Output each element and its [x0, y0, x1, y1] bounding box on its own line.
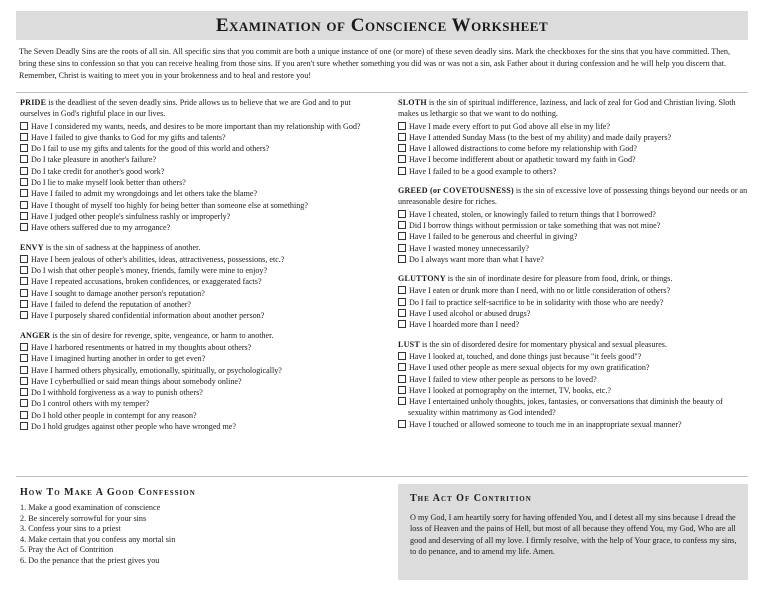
howto-step: 5. Pray the Act of Contrition: [20, 545, 114, 555]
checklist-item: [20, 276, 380, 287]
sin-description: is the sin of sadness at the happiness of another.: [43, 242, 201, 252]
section-heading: [20, 330, 380, 341]
checklist-item: [20, 310, 380, 321]
checkbox[interactable]: [398, 155, 406, 163]
checkbox[interactable]: [20, 144, 28, 152]
checkbox[interactable]: [20, 223, 28, 231]
checkbox[interactable]: [398, 363, 406, 371]
checklist-item-text: Have I touched or allowed someone to touch me in an inappropriate sexual manner?: [409, 419, 682, 429]
checkbox[interactable]: [398, 298, 406, 306]
sin-section-sloth: [398, 97, 750, 177]
checklist-item: [398, 220, 750, 231]
section-heading: [398, 273, 750, 284]
section-heading: [398, 185, 750, 208]
checklist-item: [20, 421, 380, 432]
checklist-item-text: Have I imagined hurting another in order to get even?: [31, 354, 206, 364]
checkbox[interactable]: [20, 388, 28, 396]
checklist-item: [398, 154, 750, 165]
checkbox[interactable]: [398, 133, 406, 141]
checkbox[interactable]: [20, 255, 28, 263]
checkbox[interactable]: [20, 178, 28, 186]
checklist-item-text: Do I take credit for another's good work?: [31, 166, 165, 176]
sin-description: is the sin of disordered desire for momentary physical and sexual pleasures.: [419, 339, 667, 349]
checklist-item-text: Do I fail to practice self-sacrifice to be in solidarity with those who are needy?: [409, 297, 664, 307]
checklist-item-text: Have I made every effort to put God above all else in my life?: [409, 121, 610, 131]
checkbox[interactable]: [398, 420, 406, 428]
sin-description: is the sin of desire for revenge, spite, vengeance, or harm to another.: [50, 330, 274, 340]
checklist-item-text: Do I take pleasure in another's failure?: [31, 155, 157, 165]
checklist-item: [398, 231, 750, 242]
checklist-item: [398, 351, 750, 362]
contrition-text: O my God, I am heartily sorry for having offended You, and I detest all my sins because I dread the loss of Heaven and the pains of Hell, but most of all because they offend You, my God, Who are all good and deserving of all my love. I firmly resolve, with the help of Your grace, to confess my sins, to do penance, and to amend my life. Amen.: [410, 513, 737, 556]
act-of-contrition-box: [398, 484, 748, 580]
checklist-item-text: Have I cheated, stolen, or knowingly failed to return things that I borrowed?: [409, 209, 656, 219]
checklist-item-text: Do I hold other people in contempt for any reason?: [31, 410, 197, 420]
checklist-item-text: Have I looked at, touched, and done things just because "it feels good"?: [409, 351, 642, 361]
checklist-item: [20, 387, 380, 398]
checklist-item-text: Have I eaten or drunk more than I need, with no or little consideration of others?: [409, 286, 671, 296]
left-column: [20, 97, 380, 440]
checkbox[interactable]: [398, 386, 406, 394]
sin-name: SLOTH: [398, 98, 427, 107]
checkbox[interactable]: [20, 201, 28, 209]
howto-steps: [20, 503, 380, 567]
right-column: [398, 97, 750, 438]
checklist-item-text: Have I harbored resentments or hatred in my thoughts about others?: [31, 342, 252, 352]
checklist-item-text: Have I sought to damage another person's reputation?: [31, 288, 205, 298]
checkbox[interactable]: [398, 397, 406, 405]
checkbox[interactable]: [20, 343, 28, 351]
checklist-item: [398, 285, 750, 296]
howto-step: 3. Confess your sins to a priest: [20, 524, 121, 534]
section-heading: [398, 97, 750, 120]
checklist-item: [20, 143, 380, 154]
checklist-item: [20, 365, 380, 376]
sin-section-greed: [398, 185, 750, 265]
checklist-item: [20, 288, 380, 299]
checklist-item-text: Have I attended Sunday Mass (to the best of my ability) and made daily prayers?: [409, 132, 672, 142]
checkbox[interactable]: [398, 221, 406, 229]
checklist-item: [398, 243, 750, 254]
sin-name: GREED (or COVETOUSNESS): [398, 186, 514, 196]
checklist-item-text: Have I failed to view other people as persons to be loved?: [409, 374, 597, 384]
checklist-item: [20, 166, 380, 177]
checkbox[interactable]: [20, 167, 28, 175]
checklist-item-text: Have I failed to defend the reputation of another?: [31, 300, 192, 310]
checkbox[interactable]: [20, 354, 28, 362]
checklist-item: [398, 362, 750, 373]
checklist-item-text: Have I hoarded more than I need?: [409, 320, 520, 330]
checklist-item: [398, 121, 750, 132]
checkbox[interactable]: [20, 189, 28, 197]
checklist-item-text: Have I wasted money unnecessarily?: [409, 243, 530, 253]
checklist-item-text: Do I always want more than what I have?: [409, 254, 544, 264]
checkbox[interactable]: [398, 352, 406, 360]
checklist-item-text: Did I borrow things without permission or take something that was not mine?: [409, 220, 661, 230]
checklist-item-text: Have others suffered due to my arrogance?: [31, 223, 171, 233]
checkbox[interactable]: [398, 255, 406, 263]
section-heading: [20, 97, 380, 120]
checklist-item-text: Have I become indifferent about or apathetic toward my faith in God?: [409, 155, 636, 165]
checkbox[interactable]: [20, 399, 28, 407]
checkbox[interactable]: [20, 122, 28, 130]
checklist-item: [398, 254, 750, 265]
checklist-item: [398, 143, 750, 154]
section-heading: [20, 242, 380, 253]
worksheet-title: Examination of Conscience Worksheet: [16, 11, 748, 40]
checklist-item: [20, 265, 380, 276]
checkbox[interactable]: [20, 289, 28, 297]
intro-paragraph: The Seven Deadly Sins are the roots of all sin. All specific sins that you commit are both a unique instance of one (or more) of these seven deadly sins. Mark the checkboxes for the sins that you have committed. Then, bring these sins to confession so that you can receive healing from those sins. If you aren't sure whether something you did was or was not a sin, ask Father about it during confession and he will help you discern that. Remember, Christ is waiting to meet you in your brokenness and to heal and restore you!: [19, 47, 731, 80]
checkbox[interactable]: [20, 155, 28, 163]
checklist-item: [398, 385, 750, 396]
checklist-item-text: Have I harmed others physically, emotionally, spiritually, or psychologically?: [31, 365, 282, 375]
checkbox[interactable]: [20, 411, 28, 419]
checklist-item-text: Do I fail to use my gifts and talents for the good of this world and others?: [31, 144, 270, 154]
sin-name: PRIDE: [20, 98, 47, 107]
checklist-item: [398, 396, 750, 419]
checklist-item: [398, 297, 750, 308]
sin-section-anger: [20, 330, 380, 433]
checkbox[interactable]: [20, 277, 28, 285]
section-heading: [398, 339, 750, 350]
checklist-item: [398, 319, 750, 330]
checklist-item-text: Have I repeated accusations, broken confidences, or exaggerated facts?: [31, 277, 262, 287]
checkbox[interactable]: [398, 286, 406, 294]
checklist-item: [20, 177, 380, 188]
checkbox[interactable]: [398, 122, 406, 130]
checklist-item: [398, 209, 750, 220]
howto-step: 6. Do the penance that the priest gives you: [20, 555, 160, 565]
checklist-item: [20, 121, 380, 132]
checklist-item-text: Have I failed to be a good example to others?: [409, 166, 557, 176]
sin-name: GLUTTONY: [398, 274, 446, 284]
checkbox[interactable]: [398, 232, 406, 240]
checkbox[interactable]: [20, 377, 28, 385]
checklist-item: [398, 419, 750, 430]
checklist-item-text: Have I judged other people's sinfulness rashly or improperly?: [31, 211, 231, 221]
checklist-item: [20, 398, 380, 409]
checklist-item: [20, 254, 380, 265]
checklist-item: [398, 166, 750, 177]
checkbox[interactable]: [20, 311, 28, 319]
checklist-item-text: Have I entertained unholy thoughts, jokes, fantasies, or conversations that diminish the beauty of sexuality within matrimony as God intended?: [408, 397, 723, 418]
checklist-item-text: Have I used other people as mere sexual objects for my own gratification?: [409, 363, 650, 373]
checklist-item: [398, 374, 750, 385]
checklist-item: [20, 299, 380, 310]
sin-description: is the sin of spiritual indifference, laziness, and lack of zeal for God and Christian living. Sloth makes us lethargic so that we want to do nothing.: [398, 98, 736, 119]
checklist-item: [398, 308, 750, 319]
checklist-item-text: Have I thought of myself too highly for being better than someone else at something?: [31, 200, 308, 210]
sin-name: ENVY: [20, 242, 44, 252]
checklist-item: [20, 188, 380, 199]
checklist-item-text: Have I looked at pornography on the internet, TV, books, etc.?: [409, 385, 611, 395]
checkbox[interactable]: [398, 144, 406, 152]
checklist-item: [20, 376, 380, 387]
checklist-item-text: Do I hold grudges against other people who have wronged me?: [31, 422, 236, 432]
sin-section-lust: [398, 339, 750, 430]
checkbox[interactable]: [20, 266, 28, 274]
howto-step: 2. Be sincerely sorrowful for your sins: [20, 513, 147, 523]
howto-title: How To Make A Good Confession: [20, 487, 196, 498]
checklist-item: [20, 211, 380, 222]
checkbox[interactable]: [20, 133, 28, 141]
sin-section-gluttony: [398, 273, 750, 330]
sin-name: ANGER: [20, 330, 51, 340]
checkbox[interactable]: [20, 212, 28, 220]
checklist-item-text: Do I lie to make myself look better than others?: [31, 178, 186, 188]
sin-section-pride: [20, 97, 380, 234]
checkbox[interactable]: [398, 375, 406, 383]
checklist-item: [398, 132, 750, 143]
checklist-item: [20, 353, 380, 364]
sin-description: is the sin of inordinate desire for pleasure from food, drink, or things.: [445, 274, 673, 284]
checklist-item: [20, 410, 380, 421]
checklist-item: [20, 342, 380, 353]
checklist-item-text: Have I purposely shared confidential information about another person?: [31, 311, 265, 321]
checklist-item-text: Do I withhold forgiveness as a way to punish others?: [31, 388, 203, 398]
checklist-item-text: Have I used alcohol or abused drugs?: [409, 309, 531, 319]
checklist-item: [20, 132, 380, 143]
checklist-item-text: Have I failed to be generous and cheerful in giving?: [409, 232, 578, 242]
sin-name: LUST: [398, 339, 420, 349]
checkbox[interactable]: [398, 210, 406, 218]
checklist-item: [20, 154, 380, 165]
checklist-item-text: Have I cyberbullied or said mean things about somebody online?: [31, 376, 242, 386]
top-divider: [16, 92, 748, 93]
sin-section-envy: [20, 242, 380, 322]
checklist-item-text: Have I been jealous of other's abilities, ideas, attractiveness, possessions, etc.?: [31, 254, 285, 264]
checklist-item-text: Do I wish that other people's money, friends, family were mine to enjoy?: [31, 266, 268, 276]
checkbox[interactable]: [398, 167, 406, 175]
checkbox[interactable]: [398, 244, 406, 252]
bottom-divider: [16, 476, 748, 477]
howto-section: [20, 487, 380, 567]
checklist-item-text: Have I failed to admit my wrongdoings and let others take the blame?: [31, 189, 258, 199]
sin-description: is the sin of excessive love of possessing things beyond our needs or an unreasonable desire for riches.: [398, 186, 748, 207]
checkbox[interactable]: [398, 320, 406, 328]
checklist-item-text: Have I failed to give thanks to God for my gifts and talents?: [31, 132, 226, 142]
checkbox[interactable]: [20, 422, 28, 430]
checklist-item: [20, 222, 380, 233]
howto-step: 1. Make a good examination of conscience: [20, 503, 161, 512]
sin-description: is the deadliest of the seven deadly sins. Pride allows us to believe that we are God and to put ourselves in God's rightful place in our lives.: [20, 98, 351, 119]
contrition-title: The Act Of Contrition: [410, 493, 532, 504]
checkbox[interactable]: [20, 300, 28, 308]
checklist-item: [20, 200, 380, 211]
checkbox[interactable]: [398, 309, 406, 317]
checklist-item-text: Do I control others with my temper?: [31, 399, 150, 409]
checkbox[interactable]: [20, 366, 28, 374]
howto-step: 4. Make certain that you confess any mortal sin: [20, 534, 176, 544]
checklist-item-text: Have I allowed distractions to come before my relationship with God?: [409, 144, 637, 154]
checklist-item-text: Have I considered my wants, needs, and desires to be more important than my relationship with God?: [31, 121, 361, 131]
